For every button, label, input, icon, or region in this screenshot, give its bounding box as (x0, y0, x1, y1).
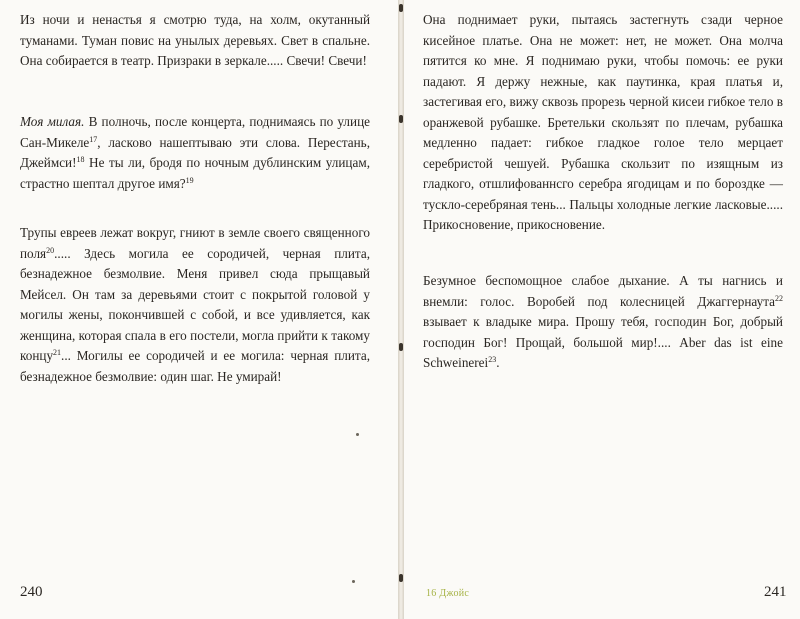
paper-speck (356, 433, 359, 436)
left-paragraph-3-text-1: Трупы евреев лежат вокруг, гниют в земле своего священного поля (20, 225, 370, 261)
left-paragraph-1: Из ночи и ненастья я смотрю туда, на холм, окутанный туманами. Туман повис на унылых деревьях. Свет в спальне. Она собирается в театр. Призраки в зеркале..... Свечи! Свечи! (20, 12, 370, 68)
right-paragraph-2-text-2: взывает к владыке мира. Прошу тебя, господин Бог, добрый господин Бог! Прощай, большой мир!.... Aber das ist eine Schweinerei (423, 314, 783, 370)
footnote-ref-22: 22 (775, 293, 783, 303)
right-paragraph-2-text-3: . (496, 355, 500, 370)
right-page (404, 0, 800, 619)
binding-mark (399, 574, 403, 582)
left-paragraph-2-lead: Моя милая. (20, 114, 85, 129)
footnote-ref-18: 18 (76, 155, 85, 164)
left-paragraph-3-text-3: ... Могилы ее сородичей и ее могила: черная плита, безнадежное безмолвие: один шаг. Не умирай! (20, 348, 370, 384)
paper-speck (352, 580, 355, 583)
left-paragraph-3-text-2: ..... Здесь могила ее сородичей, черная плита, безнадежное безмолвие. Меня привел сюда прыщавый Мейсел. Он там за деревьями стоит с покрытой головой у могилы жены, покончившей с собой, и все удивляется, как женщина, которая спала в его постели, могла прийти к такому концу (20, 245, 370, 363)
binding-mark (399, 115, 403, 123)
left-paragraph-2-text-1: В полночь, после концерта, поднимаясь по улице Сан-Микеле (20, 114, 370, 150)
right-paragraph-2-text-1: Безумное беспомощное слабое дыхание. А ты нагнись и внемли: голос. Воробей под колесницей Джаггернаута (423, 273, 783, 309)
left-paragraph-3 (20, 223, 370, 387)
footnote-ref-20: 20 (46, 245, 55, 255)
left-paragraph-2-text-3: Не ты ли, бродя по ночным дублинским улицам, страстно шептал другое имя? (20, 155, 370, 191)
binding-mark (399, 343, 403, 351)
left-page-number: 240 (20, 584, 43, 600)
right-paragraph-2 (423, 271, 783, 374)
printer-signature: 16 Джойс (426, 588, 470, 599)
footnote-ref-21: 21 (53, 348, 62, 357)
binding-mark (399, 4, 403, 12)
footnote-ref-23: 23 (488, 355, 497, 364)
left-paragraph-2 (20, 112, 370, 194)
footnote-ref-17: 17 (89, 134, 98, 144)
left-paragraph-2-text-2: , ласково нашептываю эти слова. Перестань, Джеймси! (20, 134, 370, 170)
right-paragraph-1: Она поднимает руки, пытаясь застегнуть сзади черное кисейное платье. Она не может: нет, не может. Она молча пятится ко мне. Я поднимаю руки, чтобы помочь: ее руки падают. Я держу нежные, как паутинка, края платья и, застегивая его, вижу сквозь прорезь черной кисеи гибкое тело в оранжевой рубашке. Бретельки скользят по плечам, рубашка медленно падает: гибкое гладкое голое тело мерцает серебристой чешуей. Рубашка скользит по изящным из гладкого, отшлифованнсго серебра ягодицам и по бороздке — тускло-серебряная тень... Пальцы холодные легкие ласковые..... Прикосновение, прикосновение. (423, 12, 783, 232)
footnote-ref-19: 19 (185, 175, 194, 185)
left-page (0, 0, 398, 619)
right-page-number: 241 (764, 584, 787, 600)
